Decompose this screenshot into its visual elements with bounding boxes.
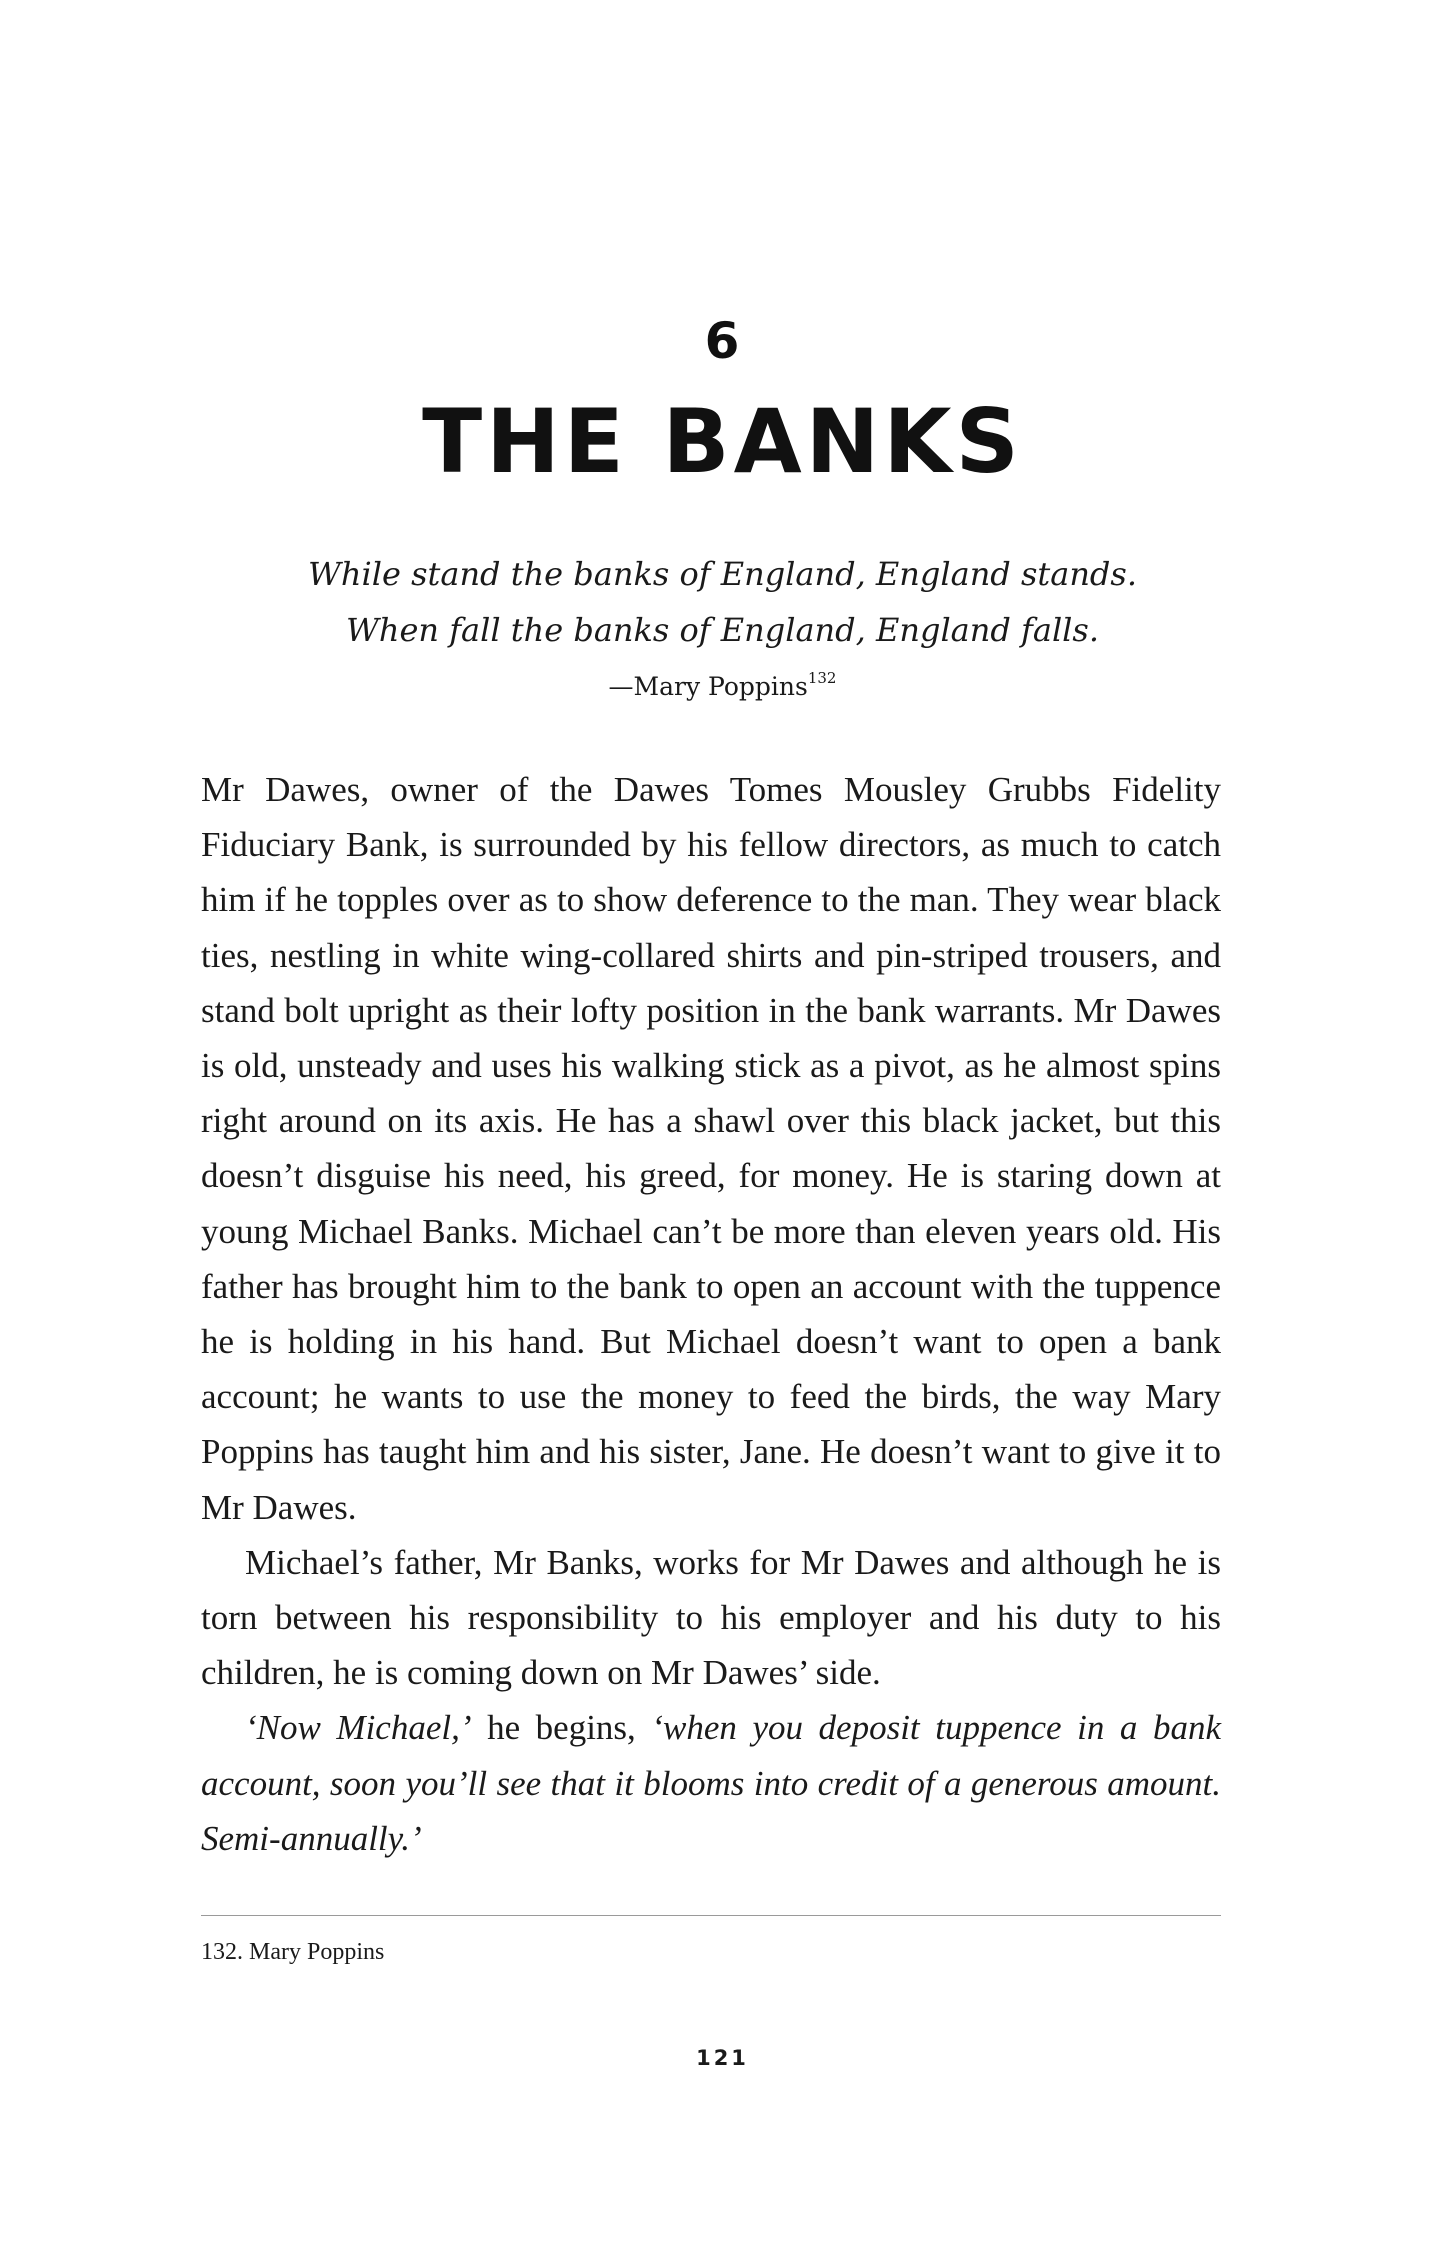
- body-text: [201, 762, 1221, 1866]
- epigraph-source: [0, 660, 1445, 714]
- dialogue-quote: ‘when you deposit tuppence in a bank account, soon you’ll see that it blooms into credit of a generous amount. Semi-annually.’: [201, 1708, 1221, 1858]
- paragraph: [201, 1700, 1221, 1866]
- epigraph-attribution: —Mary Poppins: [608, 672, 808, 701]
- footnote-divider: [201, 1915, 1221, 1916]
- paragraph: Mr Dawes, owner of the Dawes Tomes Mousley Grubbs Fidelity Fiduciary Bank, is surrounded by his fellow directors, as much to catch him if he topples over as to show deference to the man. They wear black ties, nestling in white wing-collared shirts and pin-striped trousers, and stand bolt upright as their lofty position in the bank warrants. Mr Dawes is old, unsteady and uses his walking stick as a pivot, as he almost spins right around on its axis. He has a shawl over this black jacket, but this doesn’t disguise his need, his greed, for money. He is staring down at young Michael Banks. Michael can’t be more than eleven years old. His father has brought him to the bank to open an account with the tuppence he is holding in his hand. But Michael doesn’t want to open a bank account; he wants to use the money to feed the birds, the way Mary Poppins has taught him and his sister, Jane. He doesn’t want to give it to Mr Dawes.: [201, 770, 1221, 1527]
- dialogue-tag: he begins,: [471, 1708, 652, 1748]
- epigraph: [0, 546, 1445, 714]
- paragraph: Michael’s father, Mr Banks, works for Mr Dawes and although he is torn between his responsibility to his employer and his duty to his children, he is coming down on Mr Dawes’ side.: [201, 1542, 1221, 1693]
- dialogue-quote: ‘Now Michael,’: [245, 1708, 472, 1748]
- page-number: 121: [696, 2046, 749, 2070]
- chapter-number: 6: [704, 312, 741, 370]
- epigraph-line: While stand the banks of England, England stands.: [308, 555, 1137, 593]
- epigraph-line: When fall the banks of England, England falls.: [345, 611, 1099, 649]
- chapter-title: THE BANKS: [422, 390, 1023, 493]
- footnote-reference: 132: [807, 669, 837, 687]
- footnote: 132. Mary Poppins: [201, 1939, 385, 1965]
